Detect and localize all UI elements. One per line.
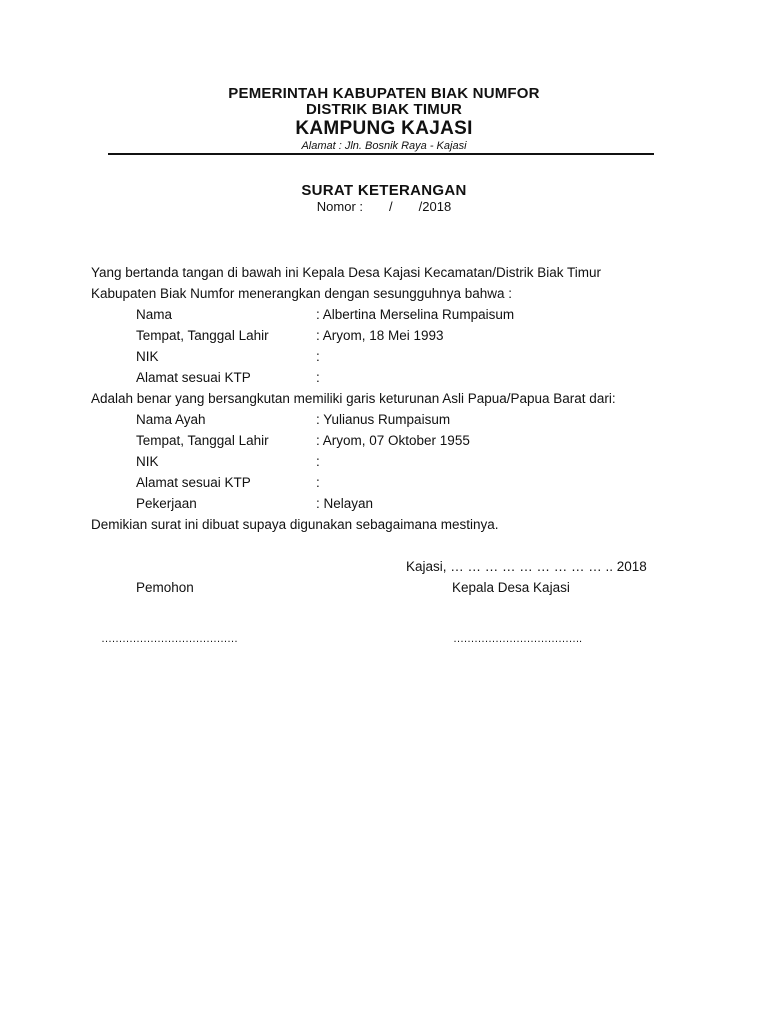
- field-label: Alamat sesuai KTP: [136, 370, 251, 385]
- field-label: NIK: [136, 349, 159, 364]
- field-label: Tempat, Tanggal Lahir: [136, 328, 269, 343]
- field-value: :: [316, 349, 320, 364]
- intro-line-2: Kabupaten Biak Numfor menerangkan dengan sesungguhnya bahwa :: [91, 286, 513, 301]
- field-value: : Albertina Merselina Rumpaisum: [316, 307, 515, 322]
- village-head-label: Kepala Desa Kajasi: [452, 580, 570, 595]
- intro-line-1: Yang bertanda tangan di bawah ini Kepala Desa Kajasi Kecamatan/Distrik Biak Timur: [91, 265, 602, 280]
- letterhead-address: Alamat : Jln. Bosnik Raya - Kajasi: [301, 140, 467, 152]
- letter-number-year: /2018: [418, 199, 452, 214]
- field-value: :: [316, 475, 320, 490]
- field-value: :: [316, 454, 320, 469]
- letterhead-village: KAMPUNG KAJASI: [295, 118, 473, 139]
- field-label: Tempat, Tanggal Lahir: [136, 433, 269, 448]
- letterhead-district: DISTRIK BIAK TIMUR: [305, 101, 463, 118]
- field-value: : Aryom, 18 Mei 1993: [316, 328, 444, 343]
- letter-number-label: Nomor :: [316, 199, 364, 214]
- letterhead-government: PEMERINTAH KABUPATEN BIAK NUMFOR: [228, 85, 540, 102]
- field-label: Nama: [136, 307, 173, 322]
- applicant-signature-line: …………………………………: [101, 633, 238, 645]
- closing-paragraph: Demikian surat ini dibuat supaya digunakan sebagaimana mestinya.: [91, 517, 499, 532]
- letterhead-divider: [108, 153, 654, 155]
- field-label: Alamat sesuai KTP: [136, 475, 251, 490]
- field-label: Nama Ayah: [136, 412, 206, 427]
- applicant-label: Pemohon: [136, 580, 194, 595]
- village-head-signature-line: ……………………………….: [453, 633, 582, 645]
- letter-title-block: [0, 182, 768, 215]
- letterhead: [0, 86, 768, 153]
- letter-number-separator: /: [389, 199, 393, 214]
- letter-number: [0, 199, 768, 215]
- field-value: : Aryom, 07 Oktober 1955: [316, 433, 470, 448]
- field-label: NIK: [136, 454, 159, 469]
- place-date: Kajasi, … … … … … … … … … .. 2018: [406, 559, 647, 574]
- middle-paragraph: Adalah benar yang bersangkutan memiliki garis keturunan Asli Papua/Papua Barat dari:: [91, 391, 616, 406]
- field-value: : Yulianus Rumpaisum: [316, 412, 451, 427]
- field-label: Pekerjaan: [136, 496, 197, 511]
- letter-title: SURAT KETERANGAN: [301, 182, 467, 199]
- field-value: : Nelayan: [316, 496, 374, 511]
- field-value: :: [316, 370, 320, 385]
